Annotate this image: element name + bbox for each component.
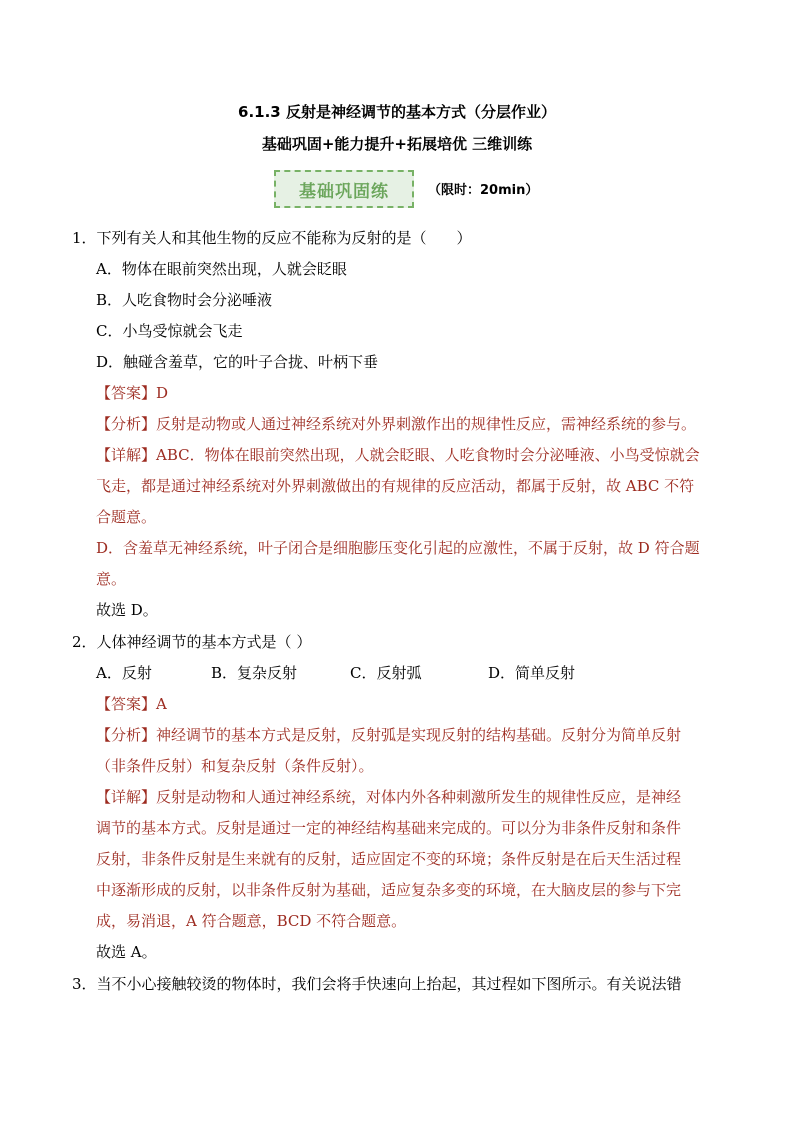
q2-detail-line: 中逐渐形成的反射，以非条件反射为基础，适应复杂多变的环境，在大脑皮层的参与下完 [96,881,682,899]
question-3-stem: 3．当不小心接触较烫的物体时，我们会将手快速向上抬起，其过程如下图所示。有关说法错 [72,975,682,993]
q1-option-c: C．小鸟受惊就会飞走 [96,322,243,340]
page-title: 6.1.3 反射是神经调节的基本方式（分层作业） [238,103,556,121]
q2-detail-line: 反射，非条件反射是生来就有的反射，适应固定不变的环境；条件反射是在后天生活过程 [96,850,682,868]
q2-option-c: C．反射弧 [350,664,422,682]
q1-choice: 故选 D。 [96,601,158,619]
q2-answer: 【答案】A [96,695,167,713]
question-1-stem: 1．下列有关人和其他生物的反应不能称为反射的是（ ） [72,229,472,247]
q2-analysis-line: 【分析】神经调节的基本方式是反射，反射弧是实现反射的结构基础。反射分为简单反射 [96,726,682,744]
q2-option-a: A．反射 [96,664,152,682]
q1-analysis: 【分析】反射是动物或人通过神经系统对外界刺激作出的规律性反应，需神经系统的参与。 [96,415,697,433]
q1-detail-line: D．含羞草无神经系统，叶子闭合是细胞膨压变化引起的应激性，不属于反射，故 D 符合题 [96,539,700,557]
section-banner: 基础巩固练 [274,170,414,208]
q2-detail-line: 成，易消退，A 符合题意，BCD 不符合题意。 [96,912,407,930]
q1-detail-line: 飞走，都是通过神经系统对外界刺激做出的有规律的反应活动，都属于反射，故 ABC 不符 [96,477,695,495]
q1-option-b: B．人吃食物时会分泌唾液 [96,291,273,309]
section-header [0,170,794,212]
page-subtitle: 基础巩固+能力提升+拓展培优 三维训练 [261,135,533,153]
q2-choice: 故选 A。 [96,943,157,961]
q2-detail-line: 调节的基本方式。反射是通过一定的神经结构基础来完成的。可以分为非条件反射和条件 [96,819,682,837]
question-2-stem: 2．人体神经调节的基本方式是（ ） [72,633,312,651]
q1-detail-line: 意。 [96,570,127,588]
q2-analysis-line: （非条件反射）和复杂反射（条件反射）。 [96,757,374,775]
q1-option-a: A．物体在眼前突然出现，人就会眨眼 [96,260,347,278]
time-limit: （限时：20min） [428,183,539,198]
q1-option-d: D．触碰含羞草，它的叶子合拢、叶柄下垂 [96,353,379,371]
q1-detail-line: 【详解】ABC．物体在眼前突然出现，人就会眨眼、人吃食物时会分泌唾液、小鸟受惊就会 [96,446,700,464]
q1-answer: 【答案】D [96,384,169,402]
q1-detail-line: 合题意。 [96,508,157,526]
q2-detail-line: 【详解】反射是动物和人通过神经系统，对体内外各种刺激所发生的规律性反应，是神经 [96,788,682,806]
q2-option-d: D．简单反射 [488,664,576,682]
q2-option-b: B．复杂反射 [211,664,298,682]
